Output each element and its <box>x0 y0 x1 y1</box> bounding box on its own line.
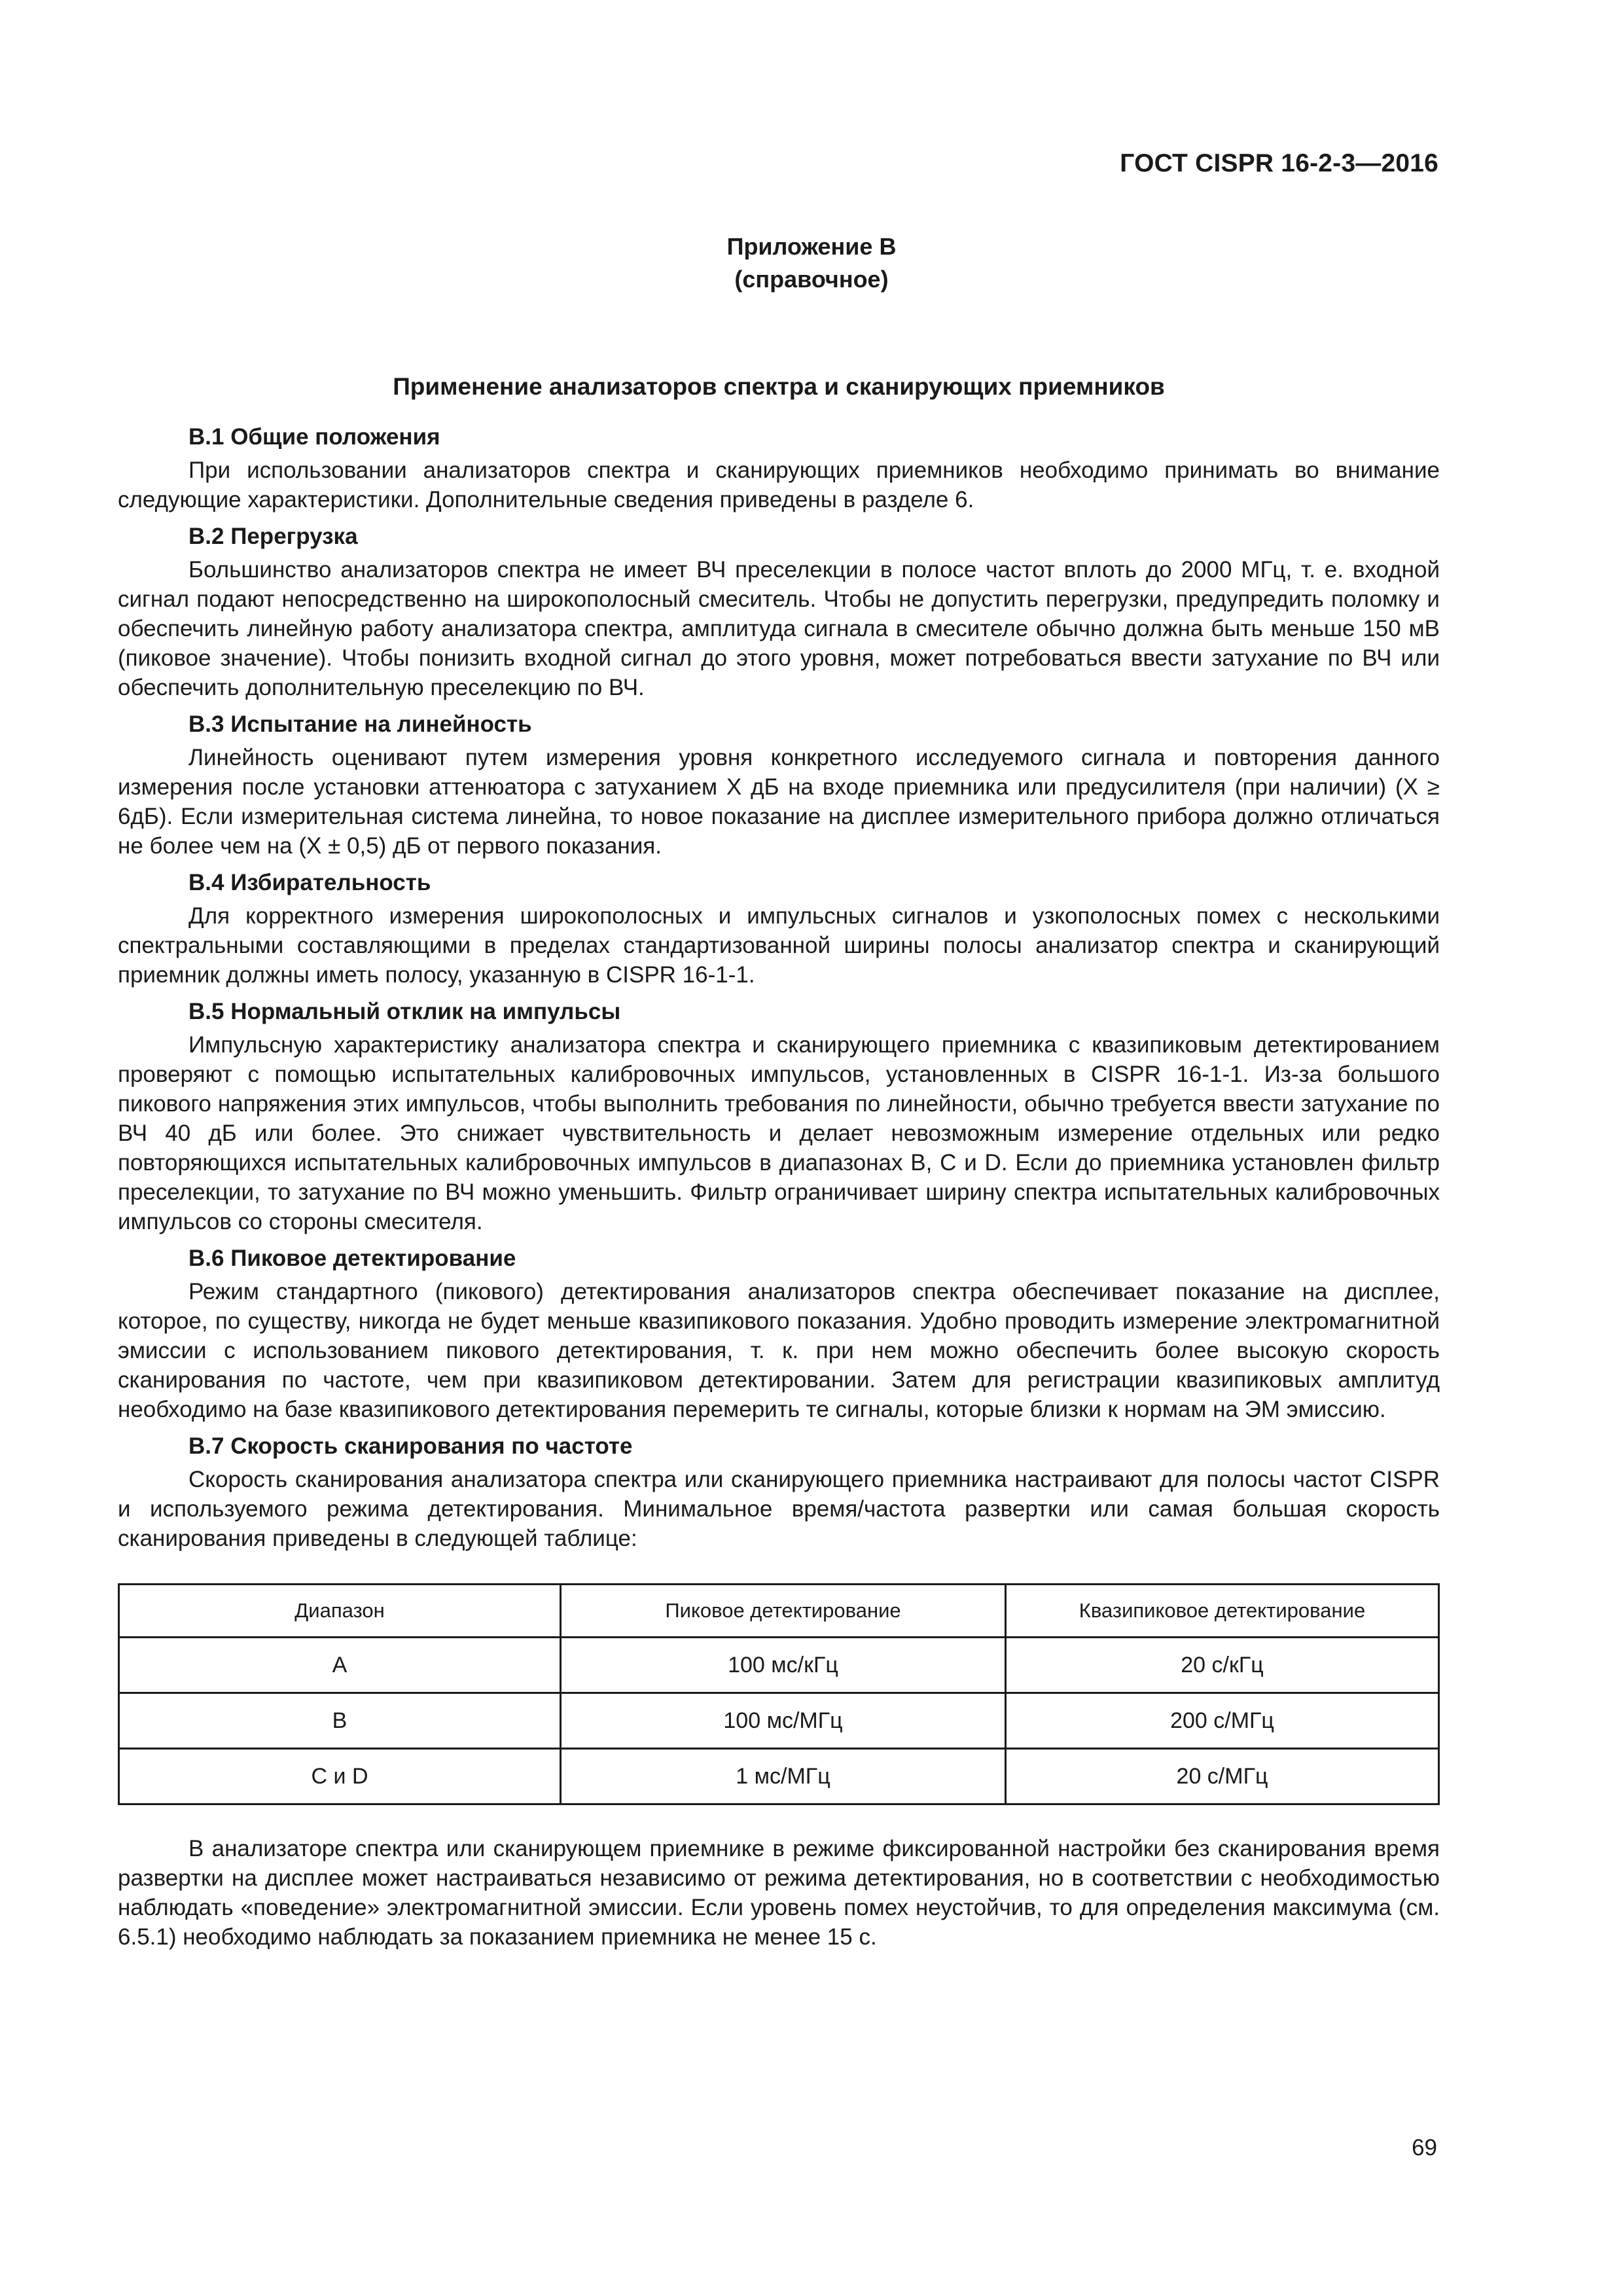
sweep-rate-table-wrapper <box>118 1583 1440 1805</box>
section-heading-b7: В.7 Скорость сканирования по частоте <box>188 1433 633 1459</box>
column-header-peak: Пиковое детектирование <box>561 1585 1006 1638</box>
section-text-b4: Для корректного измерения широкополосных и импульсных сигналов и узкополосных помех с несколькими спектральными составляющими в пределах стандартизованной ширины полосы анализатор спектра и сканирующий приемник должны иметь полосу, указанную в CISPR 16-1-1. <box>118 903 1440 988</box>
appendix-label: Приложение В <box>726 233 897 260</box>
closing-paragraph: В анализаторе спектра или сканирующем приемнике в режиме фиксированной настройки без сканирования время развертки на дисплее может настраиваться независимо от режима детектирования, но в соответствии с необходимостью наблюдать «поведение» электромагнитной эмиссии. Если уровень помех неустойчив, то для определения максимума (см. 6.5.1) необходимо наблюдать за показанием приемника не менее 15 с. <box>118 1836 1440 1950</box>
table-cell-quasi-peak: 20 с/кГц <box>1006 1638 1439 1693</box>
section-text-b6: Режим стандартного (пикового) детектирования анализаторов спектра обеспечивает показание на дисплее, которое, по существу, никогда не будет меньше квазипикового показания. Удобно проводить измерение электромагнитной эмиссии с использованием пикового детектирования, т. к. при нем можно обеспечить более высокую скорость сканирования по частоте, чем при квазипиковом детектировании. Затем для регистрации квазипиковых амплитуд необходимо на базе квазипикового детектирования перемерить те сигналы, которые близки к нормам на ЭМ эмиссию. <box>118 1279 1440 1422</box>
section-text-b1: При использовании анализаторов спектра и сканирующих приемников необходимо принимать во внимание следующие характеристики. Дополнительные сведения приведены в разделе 6. <box>118 457 1440 512</box>
section-heading-b3: В.3 Испытание на линейность <box>188 711 532 737</box>
column-header-band: Диапазон <box>119 1585 561 1638</box>
sweep-rate-table <box>118 1583 1440 1805</box>
table-row <box>119 1638 1439 1693</box>
section-text-b5: Импульсную характеристику анализатора спектра и сканирующего приемника с квазипиковым детектированием проверяют с помощью испытательных калибровочных импульсов, установленных в CISPR 16-1-1. Из-за большого пикового напряжения этих импульсов, чтобы выполнить требования по линейности, обычно требуется ввести затухание по ВЧ 40 дБ или более. Это снижает чувствительность и делает невозможным измерение отдельных или редко повторяющихся испытательных калибровочных импульсов в диапазонах В, С и D. Если до приемника установлен фильтр преселекции, то затухание по ВЧ можно уменьшить. Фильтр ограничивает ширину спектра испытательных калибровочных импульсов со стороны смесителя. <box>118 1032 1440 1234</box>
table-row <box>119 1749 1439 1804</box>
section-text-b2: Большинство анализаторов спектра не имеет ВЧ преселекции в полосе частот вплоть до 2000 МГц, т. е. входной сигнал подают непосредственно на широкополосный смеситель. Чтобы не допустить перегрузки, предупредить поломку и обеспечить линейную работу анализатора спектра, амплитуда сигнала в смесителе обычно должна быть меньше 150 мВ (пиковое значение). Чтобы понизить входной сигнал до этого уровня, может потребоваться ввести затухание по ВЧ или обеспечить дополнительную преселекцию по ВЧ. <box>118 557 1440 700</box>
section-heading-b1: В.1 Общие положения <box>188 424 440 450</box>
table-cell-band: C и D <box>119 1749 561 1804</box>
section-text-b7: Скорость сканирования анализатора спектра или сканирующего приемника настраивают для полосы частот CISPR и используемого режима детектирования. Минимальное время/частота развертки или самая большая скорость сканирования приведены в следующей таблице: <box>118 1467 1440 1551</box>
table-header-row <box>119 1585 1439 1638</box>
column-header-quasi-peak: Квазипиковое детектирование <box>1006 1585 1439 1638</box>
page-number: 69 <box>1412 2135 1437 2161</box>
table-cell-band: B <box>119 1693 561 1749</box>
section-text-b3: Линейность оценивают путем измерения уровня конкретного исследуемого сигнала и повторения данного измерения после установки аттенюатора с затуханием X дБ на входе приемника или предусилителя (при наличии) (X ≥ 6дБ). Если измерительная система линейна, то новое показание на дисплее измерительного прибора должно отличаться не более чем на (X ± 0,5) дБ от первого показания. <box>118 745 1440 859</box>
table-cell-peak: 100 мс/кГц <box>561 1638 1006 1693</box>
section-heading-b4: В.4 Избирательность <box>188 870 431 895</box>
table-cell-quasi-peak: 200 с/МГц <box>1006 1693 1439 1749</box>
table-cell-band: A <box>119 1638 561 1693</box>
standard-designation: ГОСТ CISPR 16-2-3—2016 <box>1120 149 1438 177</box>
appendix-type: (справочное) <box>734 266 889 293</box>
table-row <box>119 1693 1439 1749</box>
section-heading-b5: В.5 Нормальный отклик на импульсы <box>188 999 621 1024</box>
table-cell-peak: 1 мс/МГц <box>561 1749 1006 1804</box>
table-cell-peak: 100 мс/МГц <box>561 1693 1006 1749</box>
section-heading-b2: В.2 Перегрузка <box>188 524 358 549</box>
section-heading-b6: В.6 Пиковое детектирование <box>188 1246 516 1271</box>
document-title: Применение анализаторов спектра и сканирующих приемников <box>393 373 1165 400</box>
table-cell-quasi-peak: 20 с/МГц <box>1006 1749 1439 1804</box>
document-body <box>118 373 1440 1960</box>
